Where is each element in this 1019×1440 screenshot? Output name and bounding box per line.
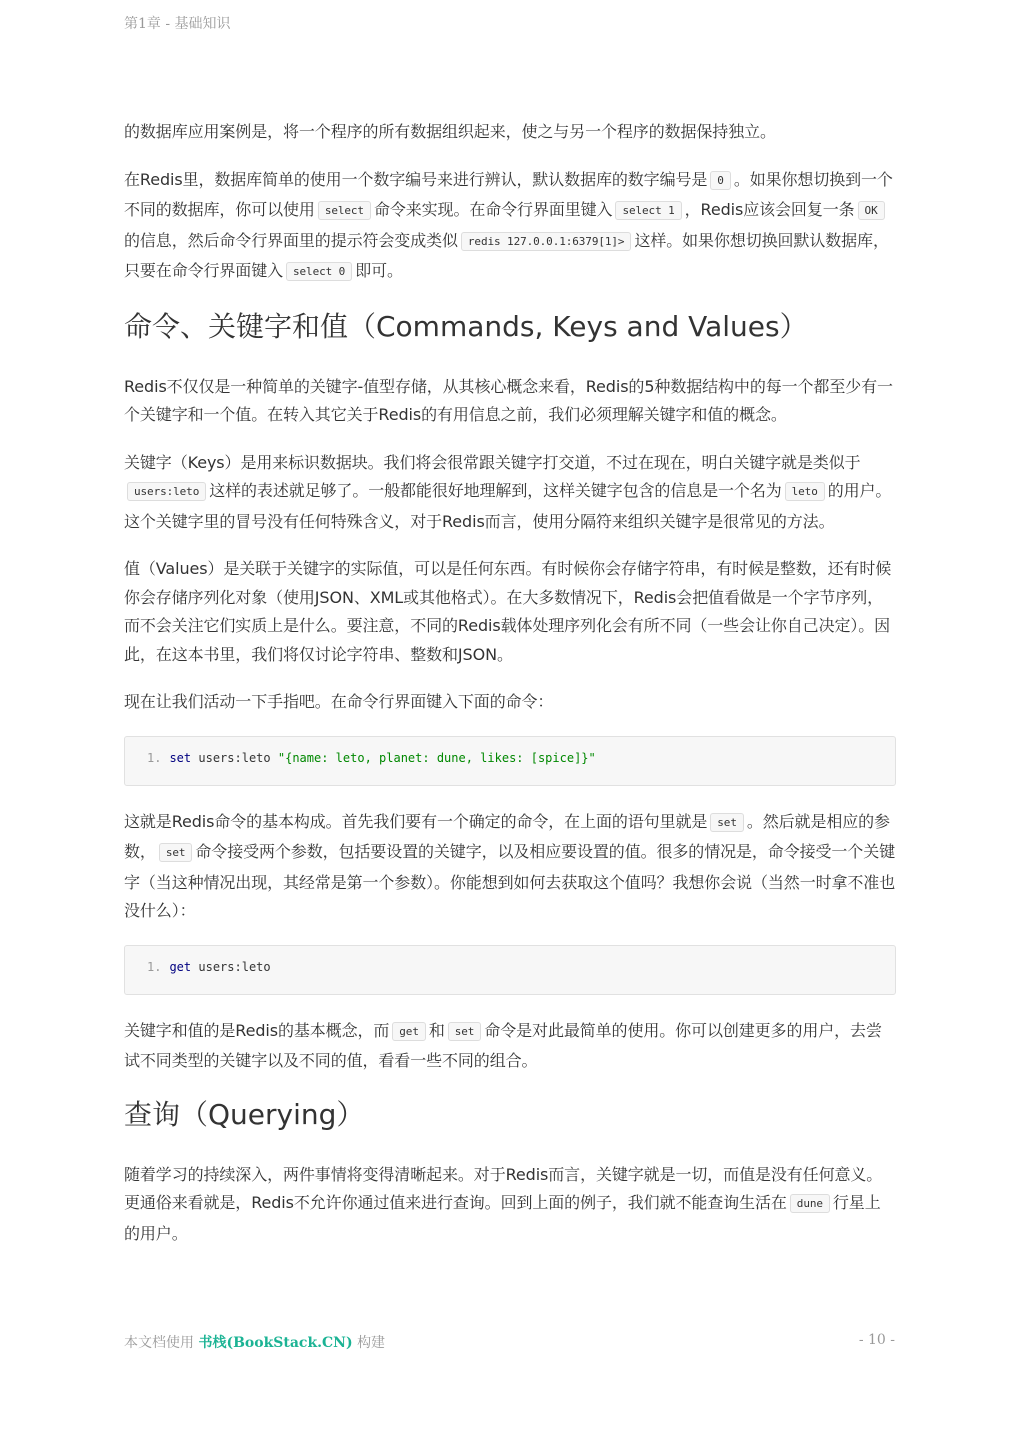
code-block-set: [124, 736, 896, 786]
section-heading-commands: 命令、关键字和值（Commands, Keys and Values）: [124, 309, 808, 343]
text-run: 即可。: [355, 261, 403, 280]
paragraph: [124, 808, 896, 926]
inline-code: 0: [710, 171, 731, 190]
text-run: 的信息，然后命令行界面里的提示符会变成类似: [124, 230, 458, 250]
code-string: "{name: leto, planet: dune, likes: [spice]}": [277, 750, 596, 765]
code-command: get: [169, 959, 192, 974]
paragraph: [124, 449, 896, 537]
paragraph: 现在让我们活动一下手指吧。在命令行界面键入下面的命令：: [124, 692, 554, 711]
footer-suffix: 构建: [357, 1335, 386, 1351]
text-run: 命令是对此最简单的使用。你可以创建更多的用户，去尝试不同类型的关键字以及不同的值，看看一些不同的组合。: [124, 1020, 882, 1070]
paragraph: 的数据库应用案例是，将一个程序的所有数据组织起来，使之与另一个程序的数据保持独立。: [124, 122, 776, 141]
line-number: 1.: [147, 750, 162, 765]
inline-code: dune: [790, 1194, 830, 1213]
document-body: [124, 118, 896, 1267]
code-separator: :: [234, 750, 242, 765]
text-run: 这样。如果你想切换回默认数据库，只要在命令行界面键入: [124, 230, 889, 280]
text-run: 在Redis里，数据库简单的使用一个数字编号来进行辨认，默认数据库的数字编号是: [124, 169, 708, 189]
text-run: 的用户。这个关键字里的冒号没有任何特殊含义，对于Redis而言，使用分隔符来组织关键字是很常见的方法。: [124, 481, 892, 531]
text-run: 随着学习的持续深入，两件事情将变得清晰起来。对于Redis而言，关键字就是一切，而值是没有任何意义。更通俗来看就是，Redis不允许你通过值来进行查询。回到上面的例子，我们就不能查询生活在: [124, 1164, 883, 1212]
inline-code: set: [710, 813, 744, 832]
code-block-get: [124, 945, 896, 995]
text-run: ，Redis应该会回复一条: [684, 200, 855, 219]
code-key: users: [198, 750, 235, 765]
text-run: 这就是Redis命令的基本构成。首先我们要有一个确定的命令，在上面的语句里就是: [124, 811, 708, 831]
inline-code: get: [392, 1022, 426, 1041]
text-run: 。然后就是相应的参数，: [124, 811, 890, 861]
code-separator: :: [234, 959, 242, 974]
inline-code: select: [318, 201, 371, 220]
code-key: leto: [241, 959, 271, 974]
text-run: 命令来实现。在命令行界面里键入: [373, 200, 613, 219]
text-run: 关键字（Keys）是用来标识数据块。我们将会很常跟关键字打交道，不过在现在，明白关键字就是类似于: [124, 452, 861, 472]
inline-code: redis 127.0.0.1:6379[1]>: [461, 232, 632, 251]
line-number: 1.: [147, 959, 162, 974]
page-number: - 10 -: [858, 1332, 895, 1348]
bookstack-link[interactable]: 书栈(BookStack.CN): [198, 1335, 353, 1351]
paragraph: 值（Values）是关联于关键字的实际值，可以是任何东西。有时候你会存储字符串，有时候是整数，还有时候你会存储序列化对象（使用JSON、XML或其他格式）。在大多数情况下，Redis会把值看做是一个字节序列，而不会关注它们实质上是什么。要注意，不同的Redis载体处理序列化会有所不同（一些会让你自己决定）。因此，在这本书里，我们将仅讨论字符串、整数和JSON。: [124, 559, 892, 664]
chapter-header: 第1章 - 基础知识: [124, 16, 231, 32]
code-key: users: [198, 959, 235, 974]
text-run: 行星上的用户。: [124, 1193, 881, 1243]
text-run: 和: [428, 1020, 445, 1040]
inline-code: leto: [785, 482, 825, 501]
paragraph: [124, 1161, 896, 1249]
inline-code: set: [159, 843, 193, 862]
page-footer: [124, 1332, 895, 1352]
inline-code: OK: [858, 201, 885, 220]
text-run: 这样的表述就足够了。一般都能很好地理解到，这样关键字包含的信息是一个名为: [209, 481, 782, 500]
inline-code: users:leto: [127, 482, 206, 501]
code-key: leto: [241, 750, 271, 765]
footer-prefix: 本文档使用: [124, 1335, 194, 1351]
paragraph: [124, 166, 896, 288]
text-run: 命令接受两个参数，包括要设置的关键字，以及相应要设置的值。很多的情况是，命令接受一个关键字（当这种情况出现，其经常是第一个参数）。你能想到如何去获取这个值吗？我想你会说（当然一时拿不准也没什么）：: [124, 842, 896, 920]
text-run: 关键字和值的是Redis的基本概念，而: [124, 1020, 390, 1040]
inline-code: set: [448, 1022, 482, 1041]
inline-code: select 0: [286, 262, 352, 281]
code-command: set: [169, 750, 192, 765]
section-heading-querying: 查询（Querying）: [124, 1097, 365, 1131]
text-run: 。如果你想切换到一个不同的数据库，你可以使用: [124, 169, 893, 219]
paragraph: [124, 1017, 896, 1076]
paragraph: Redis不仅仅是一种简单的关键字-值型存储，从其核心概念来看，Redis的5种数据结构中的每一个都至少有一个关键字和一个值。在转入其它关于Redis的有用信息之前，我们必须理解关键字和值的概念。: [124, 376, 893, 424]
inline-code: select 1: [615, 201, 681, 220]
